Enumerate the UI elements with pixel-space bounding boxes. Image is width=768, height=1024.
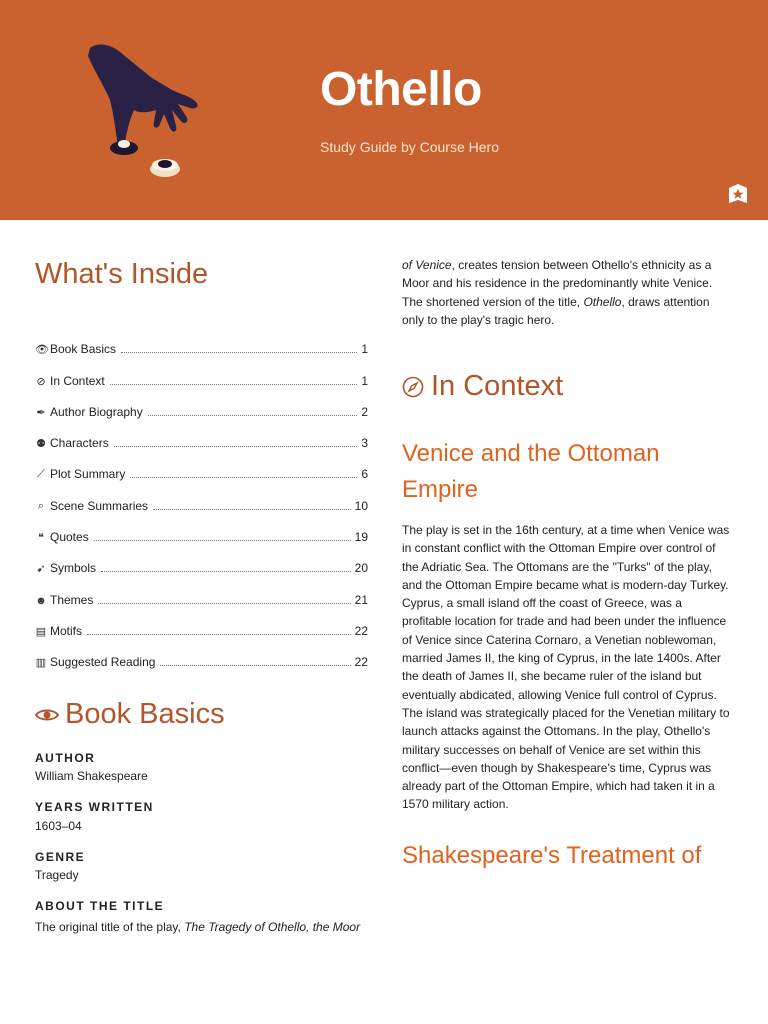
about-title-label: ABOUT THE TITLE (35, 899, 165, 913)
book-basics-heading (35, 698, 225, 731)
toc-leader-dots (121, 352, 357, 353)
toc-leader-dots (160, 665, 350, 666)
bird-icon: ➹ (36, 563, 46, 576)
toc-item-page: 22 (354, 655, 368, 670)
continued-italic-title: of Venice (402, 258, 452, 272)
toc-item-characters[interactable] (35, 419, 368, 450)
compass-icon: ⊘ (36, 375, 46, 388)
eye-icon: 👁 (35, 344, 49, 357)
genre-value: Tragedy (35, 868, 79, 882)
toc-leader-dots (148, 415, 358, 416)
toc-item-plot-summary[interactable] (35, 450, 368, 481)
toc-item-quotes[interactable] (35, 513, 368, 544)
toc-item-themes[interactable] (35, 575, 368, 606)
course-hero-star-icon[interactable] (727, 183, 749, 205)
continued-paragraph (402, 256, 734, 329)
page-subtitle: Study Guide by Course Hero (320, 139, 499, 155)
table-of-contents (35, 325, 368, 669)
toc-item-page: 2 (361, 404, 368, 419)
shakespeares-treatment-heading: Shakespeare's Treatment of (402, 842, 702, 869)
people-icon: ⚉ (36, 438, 46, 451)
toc-leader-dots (153, 509, 351, 510)
toc-item-page: 1 (361, 342, 368, 357)
toc-leader-dots (130, 477, 357, 478)
document-icon: ▤ (35, 625, 47, 638)
whats-inside-heading: What's Inside (35, 258, 209, 290)
toc-item-scene-summaries[interactable] (35, 481, 368, 512)
book-basics-heading-text: Book Basics (65, 698, 225, 730)
toc-item-book-basics[interactable] (35, 325, 368, 356)
toc-item-label: Symbols (50, 561, 97, 576)
toc-item-label: Suggested Reading (50, 655, 156, 670)
toc-item-page: 22 (354, 623, 368, 638)
quote-icon: ❝ (38, 532, 44, 545)
continued-text-a: , creates tension between Othello's ethnicity as a Moor and his residence in the predominantly white Venice. The shortened version of the title, (402, 258, 713, 309)
toc-item-label: Characters (50, 436, 109, 451)
compass-icon (402, 376, 424, 398)
about-title-text (35, 918, 368, 936)
eye-icon (35, 707, 59, 723)
chart-line-icon: ⟋ (37, 468, 45, 481)
in-context-heading-text: In Context (431, 370, 564, 402)
toc-item-label: Themes (50, 592, 94, 607)
author-value: William Shakespeare (35, 769, 148, 783)
toc-leader-dots (110, 384, 358, 385)
toc-item-motifs[interactable] (35, 607, 368, 638)
toc-item-label: Motifs (50, 623, 83, 638)
in-context-heading (402, 370, 563, 403)
page-title: Othello (320, 63, 482, 116)
about-title-italic: The Tragedy of Othello, the Moor (184, 920, 361, 934)
toc-item-label: Scene Summaries (50, 498, 149, 513)
toc-leader-dots (94, 540, 351, 541)
toc-leader-dots (98, 603, 350, 604)
continued-italic-short-title: Othello (583, 294, 622, 309)
toc-item-page: 19 (354, 530, 368, 545)
toc-item-page: 3 (361, 436, 368, 451)
venice-body-paragraph: The play is set in the 16th century, at a time when Venice was in constant conflict with the Ottoman Empire over control of the Adriatic Sea. The Ottomans are the "Turks" of the play, and the Ottoman Empire became what is modern-day Turkey. Cyprus, a small island off the coast of Greece, was a profitable location for trade and had been under the influence of Venice since Caterina Cornaro, a Venetian noblewoman, married James II, the king of Cyprus, in the late 1400s. After the death of James II, she became ruler of the island but eventually abdicated, allowing Venice full control of Cyprus. The island was strategically placed for the Venetian military to launch attacks against the Ottomans. In the play, Othello's military successes on behalf of Venice are set within this conflict—even though by Shakespeare's time, Cyprus was already part of the Ottoman Empire, which had taken it in a 1570 military action. (402, 523, 730, 812)
toc-item-page: 6 (361, 467, 368, 482)
toc-item-symbols[interactable] (35, 544, 368, 575)
about-title-prefix: The original title of the play, (35, 920, 185, 934)
toc-item-label: Book Basics (50, 342, 117, 357)
toc-item-suggested-reading[interactable] (35, 638, 368, 669)
continued-text-b: , draws attention only to the play's tragic hero. (402, 294, 710, 327)
masks-icon: ☻ (35, 594, 47, 607)
toc-item-label: Author Biography (50, 404, 143, 419)
toc-item-page: 20 (354, 561, 368, 576)
toc-leader-dots (114, 446, 358, 447)
pen-nib-icon: ✒ (36, 406, 46, 419)
years-written-value: 1603–04 (35, 819, 82, 833)
toc-item-label: Quotes (50, 530, 89, 545)
toc-leader-dots (101, 571, 351, 572)
venice-ottoman-heading: Venice and the Ottoman Empire (402, 440, 660, 503)
header-banner (0, 0, 768, 220)
magnifier-icon: ⌕ (37, 499, 45, 512)
toc-item-page: 21 (354, 592, 368, 607)
toc-item-label: In Context (50, 373, 105, 388)
hand-placing-piece-illustration (80, 40, 210, 180)
toc-item-label: Plot Summary (50, 467, 126, 482)
toc-item-page: 10 (354, 498, 368, 513)
toc-leader-dots (87, 634, 351, 635)
author-label: AUTHOR (35, 751, 96, 765)
toc-item-page: 1 (361, 373, 368, 388)
genre-label: GENRE (35, 850, 86, 864)
books-icon: ▥ (35, 657, 47, 670)
toc-item-author-biography[interactable] (35, 388, 368, 419)
years-written-label: YEARS WRITTEN (35, 800, 154, 814)
toc-item-in-context[interactable] (35, 356, 368, 387)
